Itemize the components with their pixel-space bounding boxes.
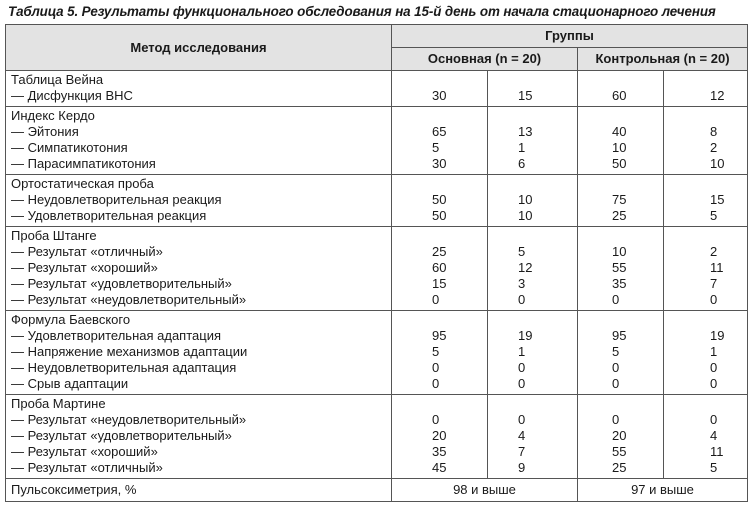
cell-value: 19 [518,328,533,343]
values-c1 [392,395,488,479]
cell-value: 20 [612,428,627,443]
cell-value: 3 [518,276,526,291]
cell-value: 60 [432,260,447,275]
row-label: — Неудовлетворительная реакция [11,192,222,207]
row-label: — Результат «отличный» [11,460,163,475]
values-c3 [578,227,664,311]
row-label: — Напряжение механизмов адаптации [11,344,248,359]
row-label: — Результат «хороший» [11,444,158,459]
cell-value: 10 [518,208,533,223]
cell-value: 0 [432,412,440,427]
table-row [6,107,748,175]
pulse-main: 98 и выше [392,479,578,502]
cell-value: 40 [612,124,627,139]
cell-value: 30 [432,156,447,171]
cell-value: 25 [612,208,627,223]
row-label: — Удовлетворительная реакция [11,208,207,223]
row-label: — Эйтония [11,124,79,139]
cell-value: 10 [518,192,533,207]
cell-value: 0 [432,376,440,391]
table-section [6,227,748,311]
cell-value: 50 [612,156,627,171]
cell-value: 0 [612,412,620,427]
header-control-group: Контрольная (n = 20) [578,48,748,71]
values-c2 [488,227,578,311]
cell-value: 0 [432,360,440,375]
cell-value: 4 [710,428,718,443]
values-c2 [488,175,578,227]
cell-value: 1 [518,140,526,155]
cell-value: 35 [612,276,627,291]
cell-value: 2 [710,140,718,155]
row-label: — Результат «отличный» [11,244,163,259]
row-label: — Результат «неудовлетворительный» [11,292,247,307]
cell-value: 1 [710,344,718,359]
section-title: Таблица Вейна [11,72,104,87]
values-c3 [578,311,664,395]
cell-value: 75 [612,192,627,207]
cell-value: 8 [710,124,718,139]
cell-value: 0 [612,292,620,307]
values-c4 [664,311,748,395]
cell-value: 12 [710,88,725,103]
cell-value: 6 [518,156,526,171]
header-groups: Группы [392,25,748,48]
cell-value: 5 [710,208,718,223]
cell-value: 0 [710,412,718,427]
values-c4 [664,175,748,227]
cell-value: 7 [518,444,526,459]
cell-value: 25 [612,460,627,475]
section-labels [6,71,392,107]
cell-value: 5 [432,344,440,359]
values-c1 [392,227,488,311]
cell-value: 7 [710,276,718,291]
values-c4 [664,395,748,479]
section-labels [6,175,392,227]
table-section [6,107,748,175]
table-section [6,71,748,107]
cell-value: 55 [612,260,627,275]
section-labels [6,227,392,311]
row-label: — Результат «неудовлетворительный» [11,412,247,427]
values-c1 [392,71,488,107]
pulse-row [6,479,748,502]
cell-value: 95 [612,328,627,343]
row-label: — Неудовлетворительная адаптация [11,360,237,375]
pulse-control: 97 и выше [578,479,748,502]
table-caption: Таблица 5. Результаты функционального обследования на 15-й день от начала стационарного лечения [8,4,716,19]
cell-value: 15 [710,192,725,207]
values-c2 [488,395,578,479]
values-c3 [578,107,664,175]
cell-value: 95 [432,328,447,343]
values-c3 [578,395,664,479]
section-labels [6,395,392,479]
values-c2 [488,107,578,175]
values-c3 [578,71,664,107]
cell-value: 10 [612,244,627,259]
section-labels [6,107,392,175]
cell-value: 20 [432,428,447,443]
cell-value: 0 [518,360,526,375]
table-row [6,71,748,107]
cell-value: 5 [710,460,718,475]
section-title: Проба Штанге [11,228,97,243]
cell-value: 30 [432,88,447,103]
cell-value: 0 [518,376,526,391]
pulse-label: Пульсоксиметрия, % [6,479,392,502]
values-c2 [488,311,578,395]
cell-value: 65 [432,124,447,139]
row-label: — Дисфункция ВНС [11,88,133,103]
cell-value: 5 [432,140,440,155]
section-labels [6,311,392,395]
section-title: Проба Мартине [11,396,106,411]
cell-value: 2 [710,244,718,259]
cell-value: 5 [612,344,620,359]
values-c4 [664,107,748,175]
cell-value: 10 [710,156,725,171]
row-label: — Парасимпатикотония [11,156,156,171]
cell-value: 11 [710,260,724,275]
values-c1 [392,311,488,395]
cell-value: 0 [612,376,620,391]
section-title: Формула Баевского [11,312,131,327]
header-method: Метод исследования [6,25,392,71]
table-row [6,395,748,479]
cell-value: 0 [710,376,718,391]
cell-value: 0 [710,360,718,375]
section-title: Ортостатическая проба [11,176,154,191]
row-label: — Удовлетворительная адаптация [11,328,221,343]
table-row [6,175,748,227]
row-label: — Результат «хороший» [11,260,158,275]
table-section [6,311,748,395]
results-table [5,24,748,502]
section-title: Индекс Кердо [11,108,95,123]
cell-value: 0 [612,360,620,375]
cell-value: 19 [710,328,725,343]
values-c4 [664,227,748,311]
table-section [6,175,748,227]
header-main-group: Основная (n = 20) [392,48,578,71]
cell-value: 55 [612,444,627,459]
cell-value: 0 [432,292,440,307]
row-label: — Результат «удовлетворительный» [11,276,232,291]
cell-value: 5 [518,244,526,259]
row-label: — Результат «удовлетворительный» [11,428,232,443]
cell-value: 50 [432,192,447,207]
cell-value: 0 [710,292,718,307]
table-row [6,227,748,311]
cell-value: 10 [612,140,627,155]
row-label: — Симпатикотония [11,140,128,155]
table-row [6,311,748,395]
values-c2 [488,71,578,107]
cell-value: 25 [432,244,447,259]
cell-value: 4 [518,428,526,443]
cell-value: 15 [432,276,447,291]
cell-value: 45 [432,460,447,475]
cell-value: 60 [612,88,627,103]
row-label: — Срыв адаптации [11,376,129,391]
cell-value: 9 [518,460,526,475]
cell-value: 13 [518,124,533,139]
values-c3 [578,175,664,227]
cell-value: 12 [518,260,533,275]
cell-value: 50 [432,208,447,223]
values-c4 [664,71,748,107]
cell-value: 35 [432,444,447,459]
table-section [6,395,748,479]
cell-value: 15 [518,88,533,103]
cell-value: 1 [518,344,526,359]
cell-value: 11 [710,444,724,459]
values-c1 [392,175,488,227]
cell-value: 0 [518,412,526,427]
values-c1 [392,107,488,175]
cell-value: 0 [518,292,526,307]
